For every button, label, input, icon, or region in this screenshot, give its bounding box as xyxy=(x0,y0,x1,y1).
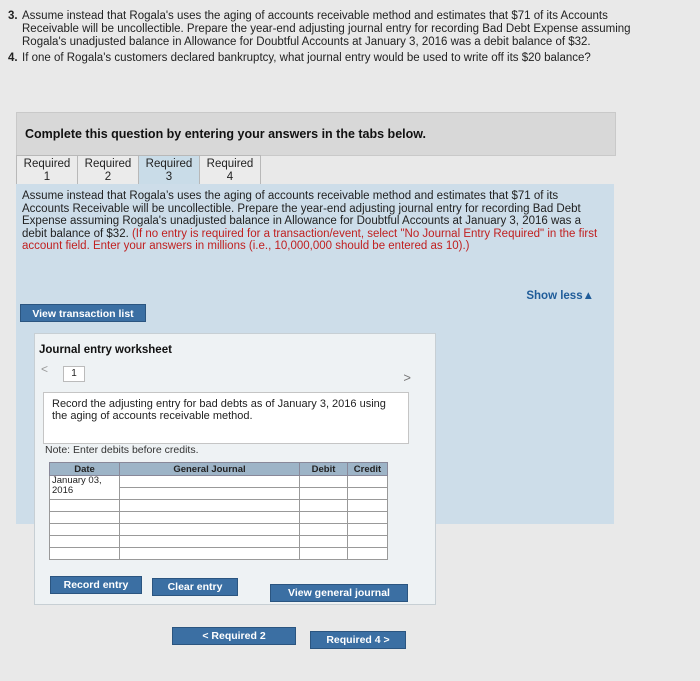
debit-input[interactable] xyxy=(300,476,348,488)
clear-entry-button[interactable]: Clear entry xyxy=(152,578,238,596)
credit-input[interactable] xyxy=(348,488,388,500)
instruction-note: (If no entry is required for a transaction/event, select "No Journal Entry Required" in the first account field. Enter your answers in millions (i.e., 10,000,000 should be entered as 10).) xyxy=(22,227,598,252)
table-row xyxy=(50,548,388,560)
credit-input[interactable] xyxy=(348,548,388,560)
show-less-label: Show less xyxy=(526,290,583,302)
table-row xyxy=(50,524,388,536)
tab-number: 1 xyxy=(43,171,51,183)
general-journal-header: General Journal xyxy=(120,463,300,476)
date-cell xyxy=(50,536,120,548)
date-select[interactable]: January 03, 2016 xyxy=(50,476,120,500)
tab-required-4[interactable] xyxy=(199,155,261,185)
page-number: 1 xyxy=(63,366,85,382)
previous-required-label: Required 2 xyxy=(211,630,266,642)
tab-label: Required xyxy=(206,158,254,170)
tab-number: 2 xyxy=(104,171,112,183)
table-row xyxy=(50,500,388,512)
debit-header: Debit xyxy=(300,463,348,476)
instruction-main: Assume instead that Rogala’s uses the aging of accounts receivable method and estimates that $71 of its Accounts Receivable will be uncollectible. Prepare the year-end adjusting journal entry for recording Bad Debt Expense assuming Rogala's unadjusted balance in Allowance for Doubtful Accounts at January 3, 2016 was a debit balance of $32. xyxy=(22,190,582,240)
debit-input[interactable] xyxy=(300,488,348,500)
credit-input[interactable] xyxy=(348,512,388,524)
debit-input[interactable] xyxy=(300,536,348,548)
view-general-journal-button[interactable]: View general journal xyxy=(270,584,408,602)
date-cell xyxy=(50,500,120,512)
credit-input[interactable] xyxy=(348,536,388,548)
chevron-right-icon: > xyxy=(380,634,390,646)
next-required-label: Required 4 xyxy=(326,634,381,646)
question-3 xyxy=(8,10,648,49)
instruction-text xyxy=(22,190,604,253)
tab-number: 4 xyxy=(226,171,234,183)
account-input[interactable] xyxy=(120,488,300,500)
table-row xyxy=(50,536,388,548)
date-cell xyxy=(50,524,120,536)
credit-header: Credit xyxy=(348,463,388,476)
tab-number: 3 xyxy=(165,171,173,183)
tab-required-3[interactable] xyxy=(138,155,200,185)
account-input[interactable] xyxy=(120,512,300,524)
tab-label: Required xyxy=(84,158,132,170)
table-header-row xyxy=(50,463,388,476)
required-tabs xyxy=(16,155,260,185)
chevron-left-icon[interactable]: < xyxy=(41,362,49,376)
debit-input[interactable] xyxy=(300,500,348,512)
tab-required-1[interactable] xyxy=(16,155,78,185)
show-less-link[interactable] xyxy=(526,290,594,302)
debit-input[interactable] xyxy=(300,524,348,536)
account-input[interactable] xyxy=(120,476,300,488)
date-cell xyxy=(50,548,120,560)
tab-label: Required xyxy=(23,158,71,170)
previous-required-button[interactable] xyxy=(172,627,296,645)
account-input[interactable] xyxy=(120,500,300,512)
account-input[interactable] xyxy=(120,524,300,536)
table-row xyxy=(50,512,388,524)
journal-entry-worksheet xyxy=(34,333,436,605)
tab-required-2[interactable] xyxy=(77,155,139,185)
journal-table xyxy=(49,462,388,560)
debit-input[interactable] xyxy=(300,512,348,524)
table-row xyxy=(50,476,388,488)
debit-input[interactable] xyxy=(300,548,348,560)
question-number: 4. xyxy=(8,52,18,64)
chevron-left-icon: < xyxy=(202,630,212,642)
credit-input[interactable] xyxy=(348,476,388,488)
credit-input[interactable] xyxy=(348,524,388,536)
chevron-right-icon[interactable]: > xyxy=(403,370,411,385)
question-text: Assume instead that Rogala's uses the aging of accounts receivable method and estimates that $71 of its Accounts Receivable will be uncollectible. Prepare the year-end adjusting journal entry for recording Bad Debt Expense assuming Rogala's unadjusted balance in Allowance for Doubtful Accounts at January 3, 2016 was a debit balance of $32. xyxy=(22,10,631,48)
question-list xyxy=(8,10,648,68)
complete-question-banner: Complete this question by entering your answers in the tabs below. xyxy=(16,112,616,156)
question-text: If one of Rogala's customers declared bankruptcy, what journal entry would be used to write off its $20 balance? xyxy=(22,52,591,64)
task-description: Record the adjusting entry for bad debts as of January 3, 2016 using the aging of accounts receivable method. xyxy=(43,392,409,444)
question-number: 3. xyxy=(8,10,18,22)
question-4 xyxy=(8,52,648,65)
credit-input[interactable] xyxy=(348,500,388,512)
date-header: Date xyxy=(50,463,120,476)
debit-credit-note: Note: Enter debits before credits. xyxy=(45,444,199,456)
record-entry-button[interactable]: Record entry xyxy=(50,576,142,594)
worksheet-title: Journal entry worksheet xyxy=(39,344,172,356)
next-required-button[interactable] xyxy=(310,631,406,649)
view-transaction-list-button[interactable]: View transaction list xyxy=(20,304,146,322)
tab-label: Required xyxy=(145,158,193,170)
triangle-up-icon: ▲ xyxy=(582,290,594,302)
date-cell xyxy=(50,512,120,524)
account-input[interactable] xyxy=(120,548,300,560)
account-input[interactable] xyxy=(120,536,300,548)
